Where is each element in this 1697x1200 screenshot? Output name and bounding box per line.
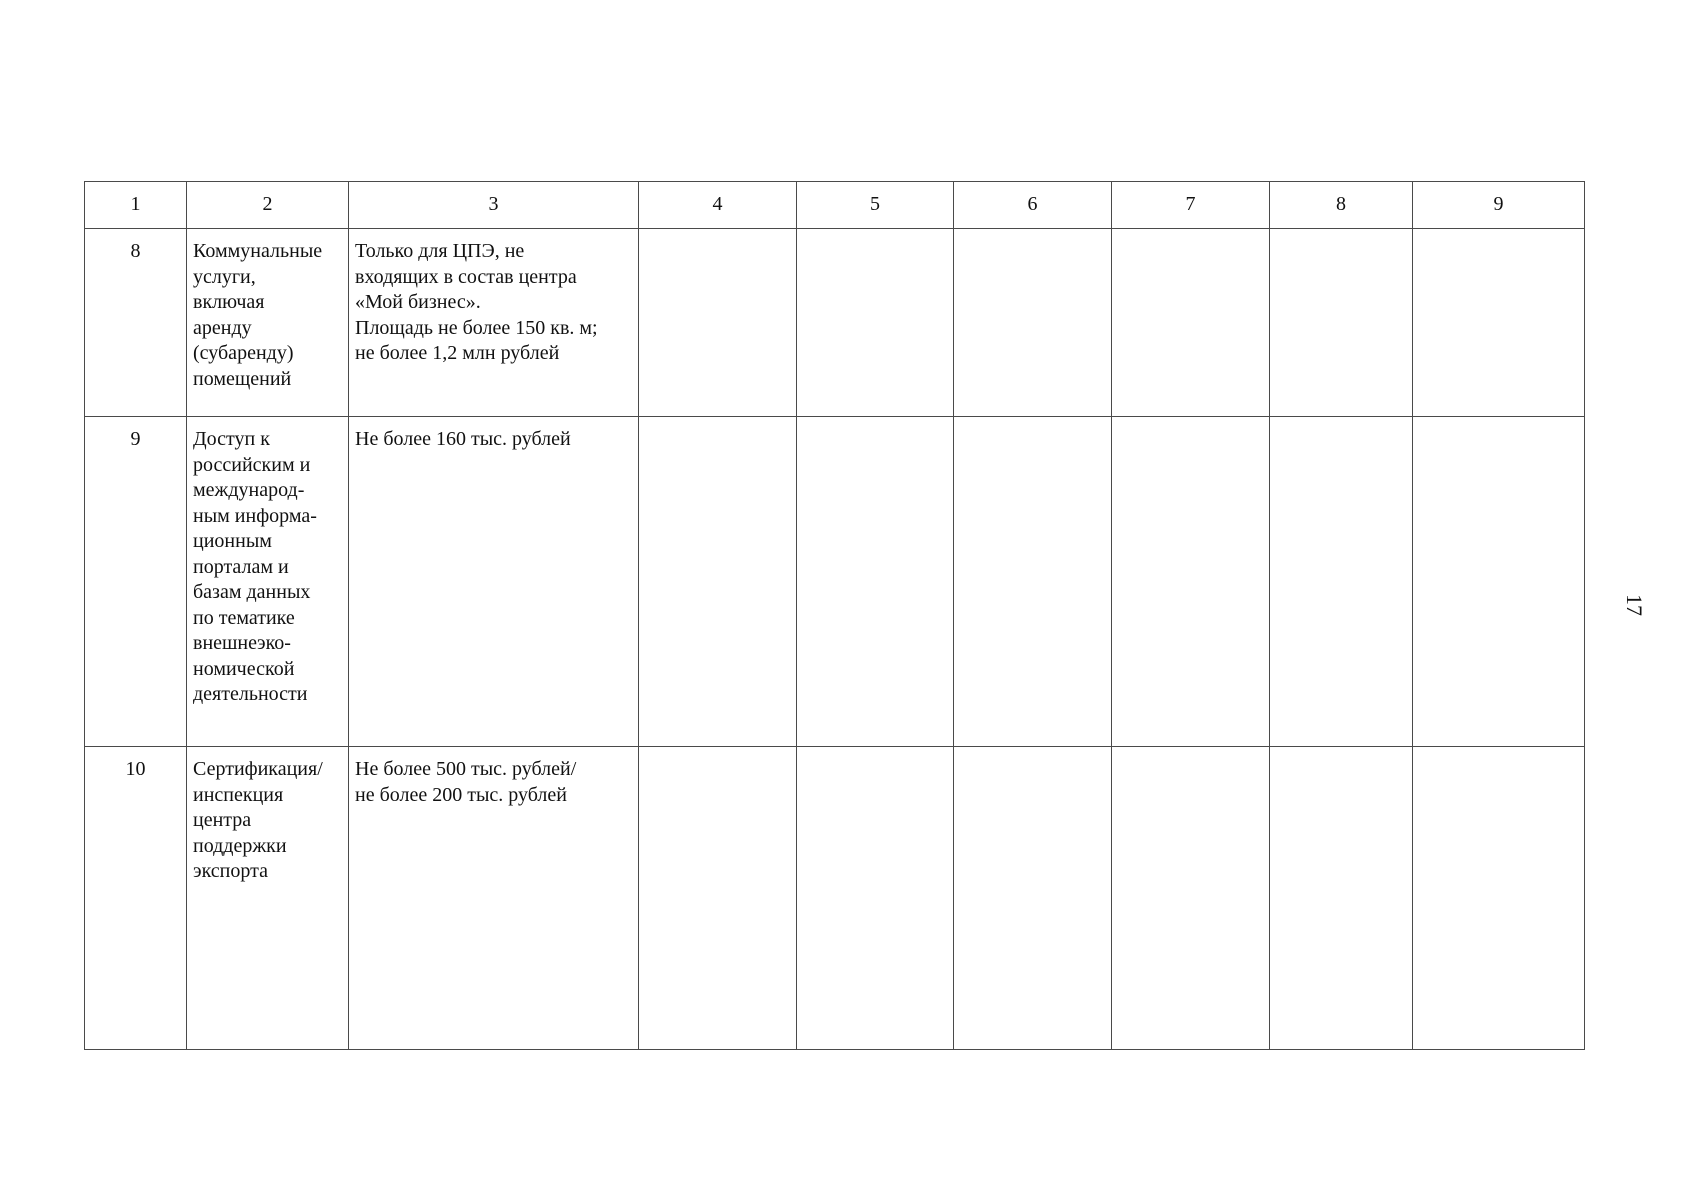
header-cell-8: 8: [1270, 182, 1413, 229]
empty-cell: [1270, 417, 1413, 747]
limits-table: [84, 181, 1585, 1050]
empty-cell: [797, 229, 954, 417]
service-name-line: базам данных: [193, 581, 311, 603]
empty-cell: [954, 747, 1112, 1050]
service-name-line: экспорта: [193, 860, 268, 882]
service-name-cell: [187, 747, 349, 1050]
row-number: 8: [85, 229, 187, 417]
header-cell-1: 1: [85, 182, 187, 229]
header-row: [85, 182, 1585, 229]
row-number: 9: [85, 417, 187, 747]
service-name-line: Доступ к: [193, 428, 270, 450]
empty-cell: [1413, 229, 1585, 417]
empty-cell: [1270, 747, 1413, 1050]
header-cell-9: 9: [1413, 182, 1585, 229]
limit-line: не более 1,2 млн рублей: [355, 342, 560, 364]
empty-cell: [797, 747, 954, 1050]
table-row: [85, 229, 1585, 417]
empty-cell: [954, 417, 1112, 747]
header-cell-3: 3: [349, 182, 639, 229]
service-name-line: услуги,: [193, 265, 256, 288]
limit-cell: [349, 417, 639, 747]
empty-cell: [639, 747, 797, 1050]
table-row: [85, 417, 1585, 747]
header-cell-7: 7: [1112, 182, 1270, 229]
limit-line: Не более 500 тыс. рублей/: [355, 758, 577, 780]
service-name-line: внешнеэко-: [193, 632, 291, 654]
service-name-line: Сертификация/: [193, 758, 323, 780]
service-name-line: включая: [193, 291, 265, 313]
header-cell-5: 5: [797, 182, 954, 229]
header-cell-4: 4: [639, 182, 797, 229]
empty-cell: [1112, 417, 1270, 747]
service-name-cell: [187, 229, 349, 417]
service-name-cell: [187, 417, 349, 747]
service-name-line: помещений: [193, 367, 292, 390]
empty-cell: [1112, 229, 1270, 417]
empty-cell: [1270, 229, 1413, 417]
limit-cell: [349, 229, 639, 417]
empty-cell: [797, 417, 954, 747]
empty-cell: [954, 229, 1112, 417]
limit-line: «Мой бизнес».: [355, 291, 481, 313]
limit-cell: [349, 747, 639, 1050]
limit-line: Площадь не более 150 кв. м;: [355, 316, 598, 339]
empty-cell: [639, 417, 797, 747]
service-name-line: (субаренду): [193, 342, 294, 364]
page-number: 17: [1622, 594, 1647, 616]
service-name-line: российским и: [193, 453, 311, 476]
limit-line: Только для ЦПЭ, не: [355, 240, 525, 262]
service-name-line: деятельности: [193, 683, 308, 705]
empty-cell: [1112, 747, 1270, 1050]
service-name-line: номической: [193, 657, 295, 680]
empty-cell: [1413, 417, 1585, 747]
empty-cell: [1413, 747, 1585, 1050]
header-cell-6: 6: [954, 182, 1112, 229]
service-name-line: порталам и: [193, 555, 289, 578]
service-name-line: инспекция: [193, 783, 284, 806]
service-name-line: Коммунальные: [193, 240, 323, 262]
service-name-line: поддержки: [193, 834, 287, 857]
limit-line: не более 200 тыс. рублей: [355, 783, 567, 806]
service-name-line: аренду: [193, 316, 252, 339]
limit-line: Не более 160 тыс. рублей: [355, 428, 571, 450]
table-row: [85, 747, 1585, 1050]
limit-line: входящих в состав центра: [355, 265, 577, 288]
service-name-line: по тематике: [193, 606, 295, 629]
row-number: 10: [85, 747, 187, 1050]
service-name-line: ционным: [193, 530, 272, 552]
empty-cell: [639, 229, 797, 417]
service-name-line: центра: [193, 809, 252, 831]
service-name-line: международ-: [193, 479, 305, 501]
header-cell-2: 2: [187, 182, 349, 229]
service-name-line: ным информа-: [193, 504, 317, 527]
